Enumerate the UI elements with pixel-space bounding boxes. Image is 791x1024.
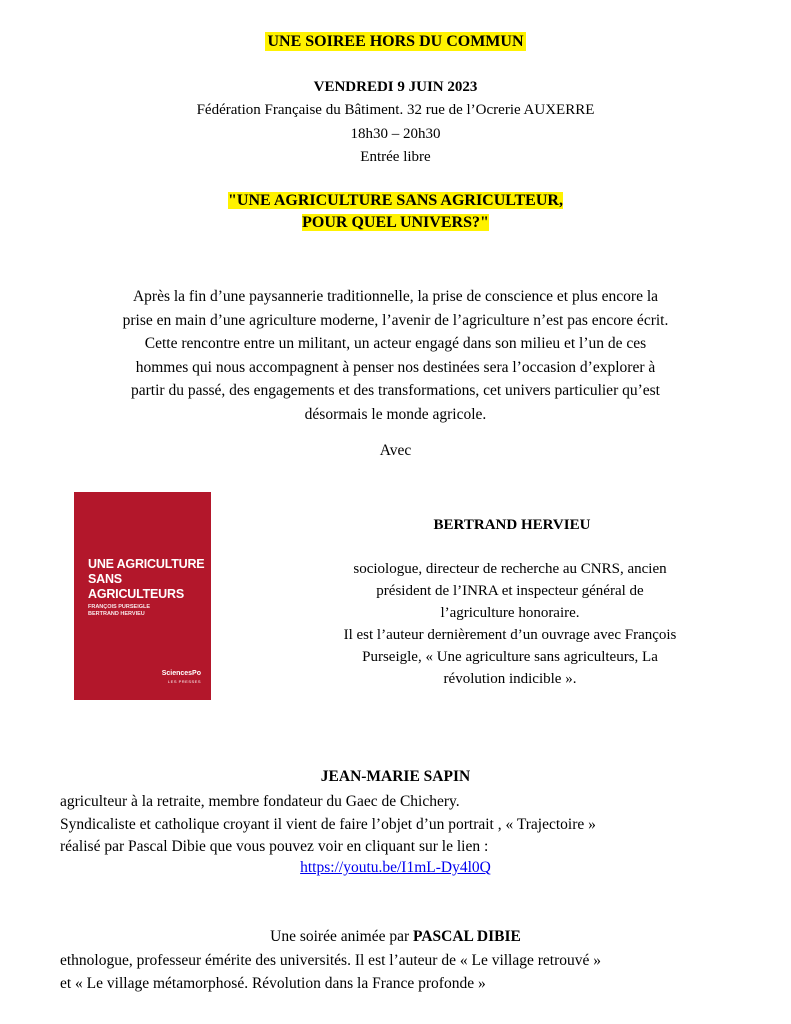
book-cover-publisher: SciencesPo LES PRESSES [161,670,201,684]
host-prefix: Une soirée animée par [270,928,414,945]
book-cover-image [74,492,211,700]
speaker2-name: JEAN-MARIE SAPIN [320,768,471,785]
intro-line: partir du passé, des engagements et des transformations, cet univers particulier qu’est [131,382,660,399]
speaker2-bio-line: Syndicaliste et catholique croyant il vient de faire l’objet d’un portrait , « Trajectoire » [60,815,596,833]
event-title-block [0,33,791,51]
book-cover-authors: FRANÇOIS PURSEIGLE BERTRAND HERVIEU [88,604,151,617]
speaker1-bio [300,558,720,690]
theme-line-2: POUR QUEL UNIVERS?" [302,214,489,231]
intro-line: hommes qui nous accompagnent à penser nos destinées sera l’occasion d’explorer à [135,358,656,376]
event-entry: Entrée libre [360,149,431,165]
speaker1-bio-line: sociologue, directeur de recherche au CNRS, ancien [353,561,667,577]
speaker2-bio [60,791,760,859]
event-time: 18h30 – 20h30 [350,126,441,142]
host-bio [60,950,760,995]
book-cover-title: UNE AGRICULTURE SANS AGRICULTEURS [88,557,205,601]
with-label: Avec [379,442,412,459]
event-title: UNE SOIREE HORS DU COMMUN [267,33,524,50]
event-theme [0,190,791,234]
speaker1-bio-line: président de l’INRA et inspecteur général de [376,583,644,599]
speaker1-bio-line: révolution indicible ». [443,671,577,687]
speaker1-name: BERTRAND HERVIEU [433,517,591,533]
speaker2-bio-line: agriculteur à la retraite, membre fondateur du Gaec de Chichery. [60,793,460,810]
host-name: PASCAL DIBIE [413,928,521,945]
theme-line-1: "UNE AGRICULTURE SANS AGRICULTEUR, [228,192,563,209]
youtube-link-row [0,859,791,877]
speaker1-bio-line: Il est l’auteur dernièrement d’un ouvrage avec François [343,627,677,643]
event-venue: Fédération Française du Bâtiment. 32 rue de l’Ocrerie AUXERRE [196,102,595,118]
youtube-link[interactable]: https://youtu.be/I1mL-Dy4l0Q [300,859,491,876]
intro-line: Après la fin d’une paysannerie traditionnelle, la prise de conscience et plus encore la [132,288,659,305]
intro-line: Cette rencontre entre un militant, un acteur engagé dans son milieu et l’un de ces [144,335,647,352]
host-bio-line: et « Le village métamorphosé. Révolution dans la France profonde » [60,974,486,992]
host-line [0,928,791,946]
intro-paragraph [0,285,791,426]
event-date: VENDREDI 9 JUIN 2023 [313,79,478,95]
host-bio-line: ethnologue, professeur émérite des universités. Il est l’auteur de « Le village retrouvé » [60,952,602,969]
speaker1-bio-line: Purseigle, « Une agriculture sans agriculteurs, La [362,649,658,665]
speaker1-bio-line: l’agriculture honoraire. [440,605,580,621]
speaker2-bio-line: réalisé par Pascal Dibie que vous pouvez voir en cliquant sur le lien : [60,838,489,855]
intro-line: désormais le monde agricole. [304,405,487,423]
intro-line: prise en main d’une agriculture moderne, l’avenir de l’agriculture n’est pas encore écrit. [122,311,669,329]
